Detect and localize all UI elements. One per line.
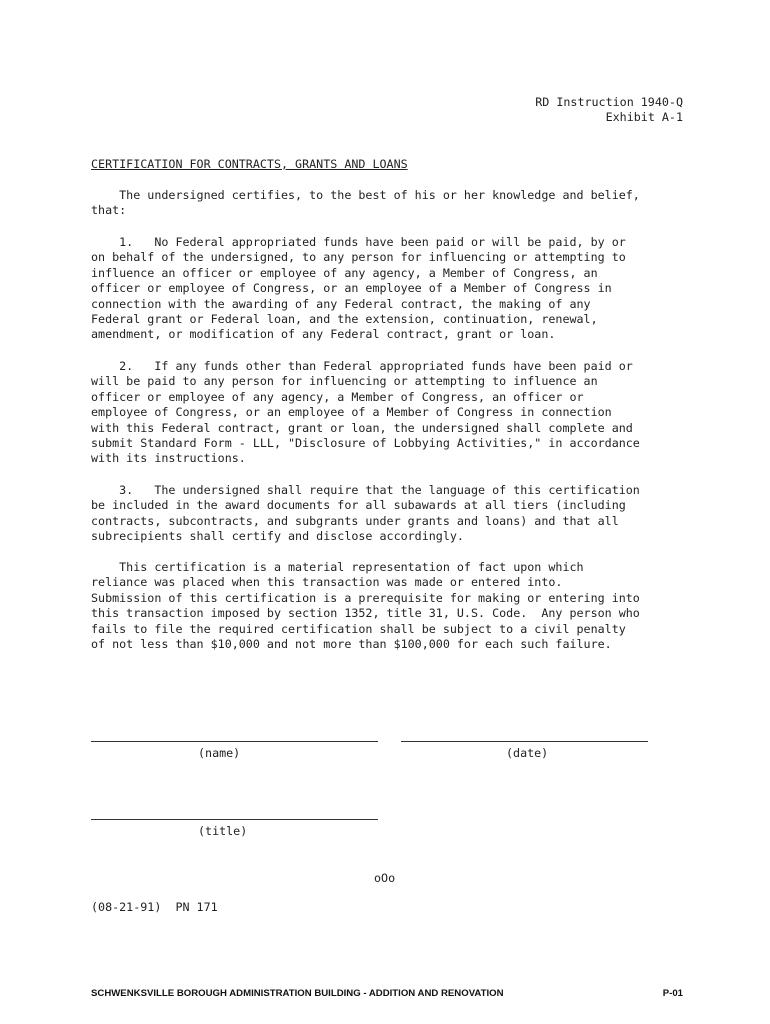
document-header [91,95,683,126]
exhibit-number: Exhibit A-1 [605,110,683,125]
paragraph-line: employee of Congress, or an employee of a Member of Congress in connection [91,405,612,420]
paragraph-line: contracts, subcontracts, and subgrants under grants and loans) and that all [91,513,619,528]
paragraph-line: be included in the award documents for all subawards at all tiers (including [91,498,626,513]
paragraph-4 [91,560,691,652]
page-number: P-01 [662,988,683,999]
project-name: SCHWENKSVILLE BOROUGH ADMINISTRATION BUILDING - ADDITION AND RENOVATION [91,988,504,999]
paragraph-line: this transaction imposed by section 1352, title 31, U.S. Code. Any person who [91,606,640,621]
paragraph-line: officer or employee of Congress, or an employee of a Member of Congress in [91,281,612,296]
paragraph-line: on behalf of the undersigned, to any person for influencing or attempting to [91,250,626,265]
paragraph-line: 1. No Federal appropriated funds have been paid or will be paid, by or [91,235,626,249]
paragraph-3 [91,483,691,545]
paragraph-line: influence an officer or employee of any agency, a Member of Congress, an [91,265,598,280]
document-title: CERTIFICATION FOR CONTRACTS, GRANTS AND LOANS [91,157,408,171]
paragraph-line: The undersigned certifies, to the best of his or her knowledge and belief, [91,188,640,202]
paragraph-line: of not less than $10,000 and not more than $100,000 for each such failure. [91,637,612,652]
paragraph-line: connection with the awarding of any Federal contract, the making of any [91,296,591,311]
paragraph-line: submit Standard Form - LLL, "Disclosure of Lobbying Activities," in accordance [91,436,640,451]
paragraph-line: will be paid to any person for influencing or attempting to influence an [91,374,598,389]
intro-paragraph [91,188,691,219]
paragraph-line: Federal grant or Federal loan, and the extension, continuation, renewal, [91,312,598,327]
instruction-number: RD Instruction 1940-Q [535,95,683,109]
paragraph-line: subrecipients shall certify and disclose accordingly. [91,529,464,544]
paragraph-line: amendment, or modification of any Federal contract, grant or loan. [91,327,556,342]
paragraph-line: Submission of this certification is a prerequisite for making or entering into [91,590,640,605]
end-mark: oOo [374,871,396,885]
paragraph-line: that: [91,203,127,218]
paragraph-line: with its instructions. [91,451,246,466]
paragraph-line: fails to file the required certification shall be subject to a civil penalty [91,621,626,636]
paragraph-line: This certification is a material representation of fact upon which [91,560,584,574]
paragraph-line: with this Federal contract, grant or loan, the undersigned shall complete and [91,420,633,435]
title-signature-line[interactable] [91,819,378,820]
date-label: (date) [506,746,549,760]
paragraph-1 [91,235,691,343]
paragraph-line: reliance was placed when this transaction was made or entered into. [91,575,563,590]
paragraph-line: officer or employee of any agency, a Member of Congress, an officer or [91,389,584,404]
paragraph-2 [91,359,691,467]
paragraph-line: 2. If any funds other than Federal appropriated funds have been paid or [91,359,633,373]
name-label: (name) [198,746,241,760]
title-label: (title) [198,824,248,838]
paragraph-line: 3. The undersigned shall require that the language of this certification [91,483,640,497]
name-signature-line[interactable] [91,741,378,742]
revision-date: (08-21-91) PN 171 [91,900,218,914]
page-footer [91,986,683,1001]
date-signature-line[interactable] [401,741,648,742]
